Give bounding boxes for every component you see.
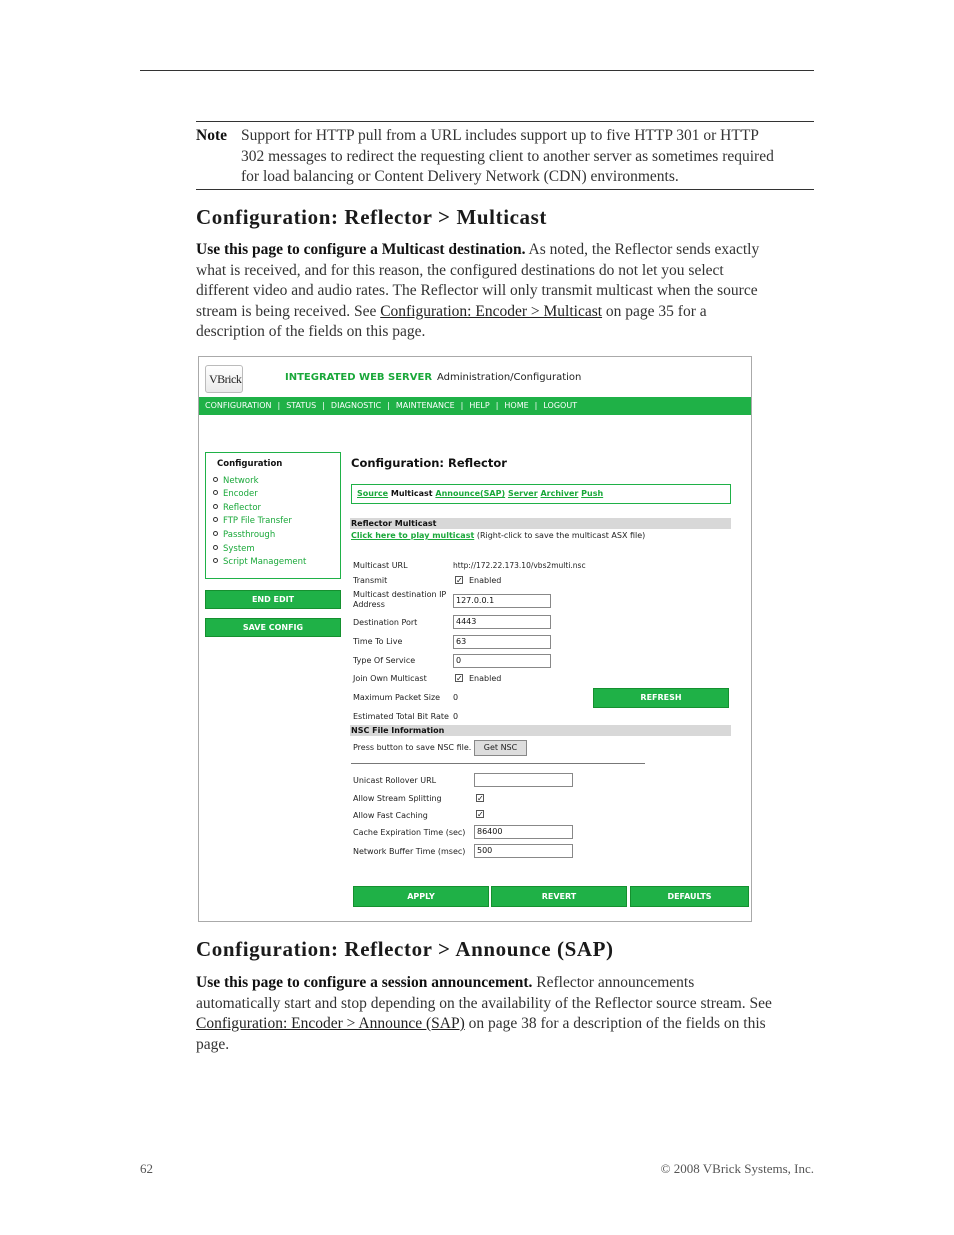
note-line-1: Support for HTTP pull from a URL includes support up to five HTTP 301 or HTTP <box>241 127 759 144</box>
section-body-multicast <box>196 240 816 343</box>
stream-splitting-label: Allow Stream Splitting <box>353 794 442 803</box>
nav-separator: | <box>322 401 325 410</box>
revert-button[interactable]: REVERT <box>491 886 627 907</box>
section-heading-announce: Configuration: Reflector > Announce (SAP) <box>196 937 614 961</box>
ttl-input[interactable]: 63 <box>453 635 551 649</box>
nav-separator: | <box>277 401 281 410</box>
sidebar-item-system[interactable]: System <box>213 544 255 554</box>
body2-line-3 <box>196 1014 816 1035</box>
bullet-icon <box>213 558 218 563</box>
sidebar-item-passthrough[interactable]: Passthrough <box>213 530 275 540</box>
max-packet-value: 0 <box>453 693 459 702</box>
sidebar-item-ftp-file-transfer[interactable]: FTP File Transfer <box>213 516 292 526</box>
body-line-2: what is received, and for this reason, the configured destinations do not let you select <box>196 261 724 279</box>
multicast-url-value: http://172.22.173.10/vbs2multi.nsc <box>453 561 586 570</box>
note-line-2: 302 messages to redirect the requesting client to another server as sometimes required <box>241 147 774 165</box>
note-line-3: for load balancing or Content Delivery Network (CDN) environments. <box>241 168 679 185</box>
join-own-enabled-label: Enabled <box>469 674 502 683</box>
nav-status[interactable]: STATUS <box>286 401 317 410</box>
transmit-label: Transmit <box>353 576 388 585</box>
sidebar-item-network[interactable]: Network <box>213 476 259 486</box>
body2-line-2: automatically start and stop depending on the availability of the Reflector source stream. See <box>196 994 772 1012</box>
bullet-icon <box>213 545 218 550</box>
body-line-4-post: on page 35 for a <box>602 302 707 320</box>
body2-line-3-post: on page 38 for a description of the fields on this <box>464 1015 766 1032</box>
vbrick-logo <box>205 365 243 393</box>
est-rate-value: 0 <box>453 712 459 721</box>
dest-port-input[interactable]: 4443 <box>453 615 551 629</box>
tab-push[interactable]: Push <box>581 489 604 498</box>
note-text <box>241 126 816 188</box>
page-title: Configuration: Reflector <box>351 456 507 470</box>
body2-lead-rest: Reflector announcements <box>532 974 695 991</box>
save-config-button[interactable]: SAVE CONFIG <box>205 618 341 637</box>
note-bottom-rule <box>196 189 814 190</box>
transmit-checkbox[interactable]: ✓ <box>456 576 463 585</box>
nsc-divider <box>351 763 645 764</box>
dest-port-label: Destination Port <box>353 618 418 627</box>
body-line-4-pre: stream is being received. See <box>196 302 381 320</box>
note-label: Note <box>196 127 227 144</box>
max-packet-label: Maximum Packet Size <box>353 693 441 702</box>
bullet-icon <box>213 490 218 495</box>
play-multicast-link[interactable]: Click here to play multicast <box>351 531 475 540</box>
nav-configuration[interactable]: CONFIGURATION <box>205 401 272 410</box>
section-body-announce <box>196 973 816 1055</box>
end-edit-button[interactable]: END EDIT <box>205 590 341 609</box>
join-own-label: Join Own Multicast <box>353 674 427 683</box>
join-own-checkbox[interactable]: ✓ <box>456 674 463 683</box>
get-nsc-button[interactable]: Get NSC <box>474 740 527 756</box>
bullet-icon <box>213 531 218 536</box>
unicast-input[interactable] <box>474 773 573 787</box>
est-rate-label: Estimated Total Bit Rate <box>353 712 449 721</box>
embedded-screenshot <box>198 356 752 922</box>
play-multicast-hint: (Right-click to save the multicast ASX file) <box>474 531 646 540</box>
fast-caching-checkbox[interactable]: ✓ <box>477 810 484 819</box>
footer-copyright: © 2008 VBrick Systems, Inc. <box>660 1161 814 1176</box>
link-encoder-announce[interactable]: Configuration: Encoder > Announce (SAP) <box>196 1015 465 1032</box>
body-line-1 <box>196 240 816 261</box>
bullet-icon <box>213 517 218 522</box>
header-subtitle: Administration/Configuration <box>437 372 582 383</box>
refresh-button[interactable]: REFRESH <box>593 688 729 708</box>
unicast-label: Unicast Rollover URL <box>353 776 437 785</box>
tos-label: Type Of Service <box>353 656 416 665</box>
header-rule <box>140 70 814 71</box>
nav-bar <box>199 397 751 415</box>
body-lead-rest: As noted, the Reflector sends exactly <box>525 241 760 258</box>
link-encoder-multicast[interactable]: Configuration: Encoder > Multicast <box>380 302 603 320</box>
transmit-enabled-label: Enabled <box>469 576 502 585</box>
vbrick-logo-text: VBrick <box>209 372 242 386</box>
play-multicast-row <box>351 531 645 540</box>
fast-caching-label: Allow Fast Caching <box>353 811 428 820</box>
tab-bar <box>351 484 731 504</box>
cache-expiration-label: Cache Expiration Time (sec) <box>353 828 466 837</box>
body2-line-1 <box>196 973 816 994</box>
multicast-url-label: Multicast URL <box>353 561 408 570</box>
apply-button[interactable]: APPLY <box>353 886 489 907</box>
section-heading-multicast: Configuration: Reflector > Multicast <box>196 205 548 229</box>
nav-separator: | <box>534 401 538 410</box>
bullet-icon <box>213 477 218 482</box>
sidebar-item-encoder[interactable]: Encoder <box>213 489 258 499</box>
nav-diagnostic[interactable]: DIAGNOSTIC <box>330 401 382 410</box>
nsc-prompt: Press button to save NSC file. <box>353 743 472 752</box>
sidebar-item-script-management[interactable]: Script Management <box>213 557 306 567</box>
tab-server[interactable]: Server <box>507 489 538 498</box>
sidebar-title: Configuration <box>217 459 283 469</box>
nav-logout[interactable]: LOGOUT <box>543 401 578 410</box>
network-buffer-input[interactable]: 500 <box>474 844 573 858</box>
nav-separator: | <box>387 401 390 410</box>
body-line-4 <box>196 302 816 323</box>
body-lead-bold: Use this page to configure a Multicast destination. <box>196 241 526 258</box>
nav-separator: | <box>460 401 464 410</box>
tab-archiver[interactable]: Archiver <box>540 489 579 498</box>
page-number: 62 <box>140 1161 153 1176</box>
band-reflector-multicast: Reflector Multicast <box>350 518 731 529</box>
nav-separator: | <box>495 401 499 410</box>
tab-source[interactable]: Source <box>357 489 389 498</box>
body-line-3: different video and audio rates. The Reflector will only transmit multicast when the source <box>196 282 758 299</box>
nav-help[interactable]: HELP <box>469 401 490 410</box>
ttl-label: Time To Live <box>353 637 403 646</box>
sidebar-config-menu <box>205 452 341 579</box>
cache-expiration-input[interactable]: 86400 <box>474 825 573 839</box>
sidebar-item-reflector[interactable]: Reflector <box>213 503 261 513</box>
dest-ip-label: Multicast destination IP Address <box>353 590 447 609</box>
tab-announce-sap[interactable]: Announce(SAP) <box>435 489 506 498</box>
note-top-rule <box>196 121 814 122</box>
dest-ip-input[interactable]: 127.0.0.1 <box>453 594 551 608</box>
bullet-icon <box>213 504 218 509</box>
network-buffer-label: Network Buffer Time (msec) <box>353 847 466 856</box>
body2-line-4: page. <box>196 1035 230 1053</box>
stream-splitting-checkbox[interactable]: ✓ <box>477 794 484 803</box>
body2-lead-bold: Use this page to configure a session announcement. <box>196 974 533 991</box>
body-line-5: description of the fields on this page. <box>196 323 426 340</box>
band-nsc-file-info: NSC File Information <box>350 725 731 736</box>
header-title: INTEGRATED WEB SERVER <box>285 372 433 383</box>
tab-multicast[interactable]: Multicast <box>390 489 433 498</box>
defaults-button[interactable]: DEFAULTS <box>630 886 749 907</box>
nav-maintenance[interactable]: MAINTENANCE <box>395 401 455 410</box>
nav-home[interactable]: HOME <box>504 401 529 410</box>
tos-input[interactable]: 0 <box>453 654 551 668</box>
